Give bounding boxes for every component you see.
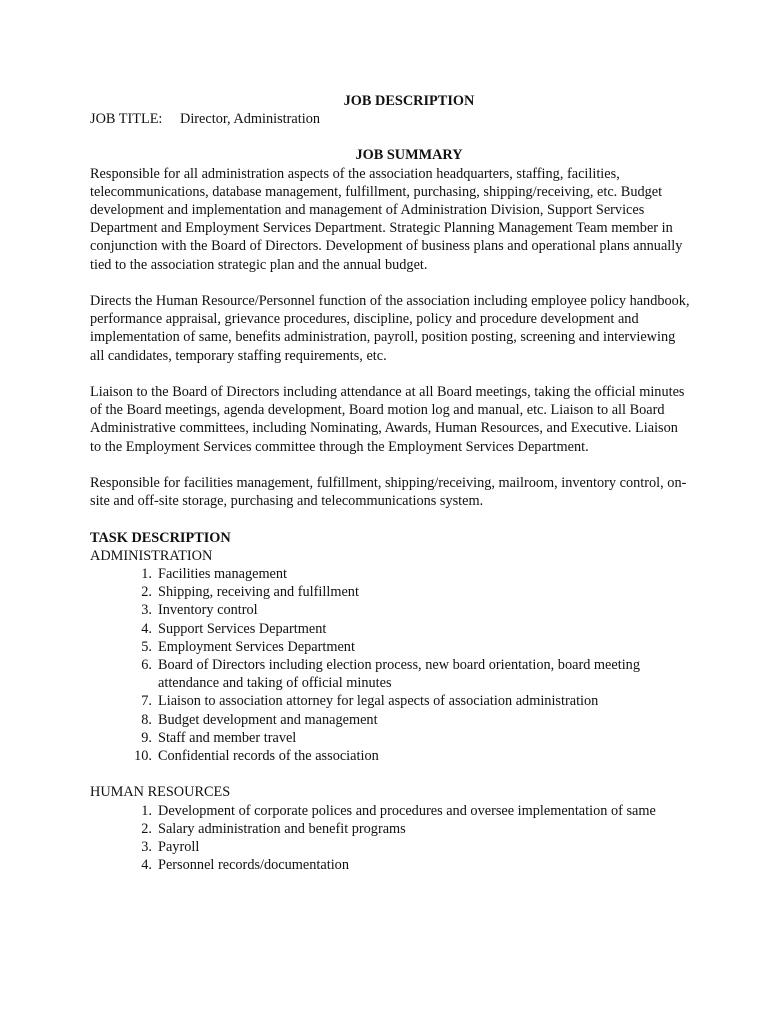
summary-paragraph-2: Directs the Human Resource/Personnel function of the association including employee policy handbook, performance appraisal, grievance procedures, discipline, policy and procedure development and implementation of same, benefits administration, payroll, position posting, screening and interviewing all candidates, temporary staffing requirements, etc.: [90, 293, 690, 364]
task-item-text: Inventory control: [158, 602, 258, 619]
task-item-text: Employment Services Department: [158, 638, 355, 655]
human-resources-label: HUMAN RESOURCES: [90, 784, 231, 801]
task-item-text: Confidential records of the association: [158, 748, 379, 765]
summary-paragraph-1: Responsible for all administration aspects of the association headquarters, staffing, facilities, telecommunications, database management, fulfillment, purchasing, shipping/receiving, etc. Budget development and implementation and management of Administration Division, Support Services Department and Employment Services Department. Strategic Planning Management Team member in conjunction with the Board of Directors. Development of business plans and operational plans annually tied to the association strategic plan and the annual budget.: [90, 165, 683, 273]
task-item-number: 2.: [141, 820, 152, 837]
task-list-item: [90, 601, 690, 619]
job-title-row: [90, 110, 690, 128]
task-description-heading: TASK DESCRIPTION: [90, 529, 231, 546]
task-item-text: Salary administration and benefit programs: [158, 820, 406, 837]
task-item-number: 3.: [141, 602, 152, 619]
job-title-label: JOB TITLE:: [90, 111, 163, 128]
task-item-number: 6.: [141, 657, 152, 674]
task-list-item: [90, 656, 690, 692]
task-item-number: 3.: [141, 839, 152, 856]
task-item-text: Support Services Department: [158, 620, 327, 637]
task-item-number: 2.: [141, 584, 152, 601]
task-item-number: 1.: [141, 566, 152, 583]
task-list-item: [90, 747, 690, 765]
task-item-number: 1.: [141, 802, 152, 819]
task-item-number: 4.: [141, 857, 152, 874]
summary-heading: JOB SUMMARY: [355, 147, 463, 164]
task-item-text: Personnel records/documentation: [158, 857, 349, 874]
task-list-item: [90, 820, 690, 838]
administration-label: ADMINISTRATION: [90, 547, 213, 564]
task-item-text: Board of Directors including election process, new board orientation, board meeting attendance and taking of official minutes: [158, 657, 640, 692]
task-item-text: Development of corporate polices and procedures and oversee implementation of same: [158, 802, 656, 819]
administration-task-list: [90, 565, 690, 765]
human-resources-task-list: [90, 802, 690, 875]
task-item-text: Shipping, receiving and fulfillment: [158, 584, 359, 601]
task-item-text: Payroll: [158, 839, 200, 856]
task-item-text: Budget development and management: [158, 711, 378, 728]
task-item-number: 9.: [141, 729, 152, 746]
task-list-item: [90, 838, 690, 856]
task-list-item: [90, 565, 690, 583]
summary-paragraph-4: Responsible for facilities management, fulfillment, shipping/receiving, mailroom, inventory control, on-site and off-site storage, purchasing and telecommunications system.: [90, 475, 687, 510]
task-list-item: [90, 638, 690, 656]
document-page: [90, 92, 690, 874]
task-item-number: 8.: [141, 711, 152, 728]
task-item-text: Liaison to association attorney for legal aspects of association administration: [158, 693, 599, 710]
document-heading: JOB DESCRIPTION: [343, 93, 475, 109]
task-item-text: Facilities management: [158, 566, 288, 583]
task-list-item: [90, 583, 690, 601]
task-item-number: 10.: [134, 748, 152, 765]
task-list-item: [90, 692, 690, 710]
task-item-number: 7.: [141, 693, 152, 710]
summary-paragraph-3: Liaison to the Board of Directors including attendance at all Board meetings, taking the official minutes of the Board meetings, agenda development, Board motion log and manual, etc. Liaison to all Board Administrative committees, including Nominating, Awards, Human Resources, and Executive. Liaison to the Employment Services committee through the Employment Services Department.: [90, 384, 685, 455]
task-item-number: 5.: [141, 638, 152, 655]
task-item-number: 4.: [141, 620, 152, 637]
task-list-item: [90, 802, 690, 820]
task-list-item: [90, 711, 690, 729]
task-list-item: [90, 620, 690, 638]
job-title-value: Director, Administration: [180, 111, 320, 128]
task-list-item: [90, 856, 690, 874]
task-item-text: Staff and member travel: [158, 729, 297, 746]
task-list-item: [90, 729, 690, 747]
